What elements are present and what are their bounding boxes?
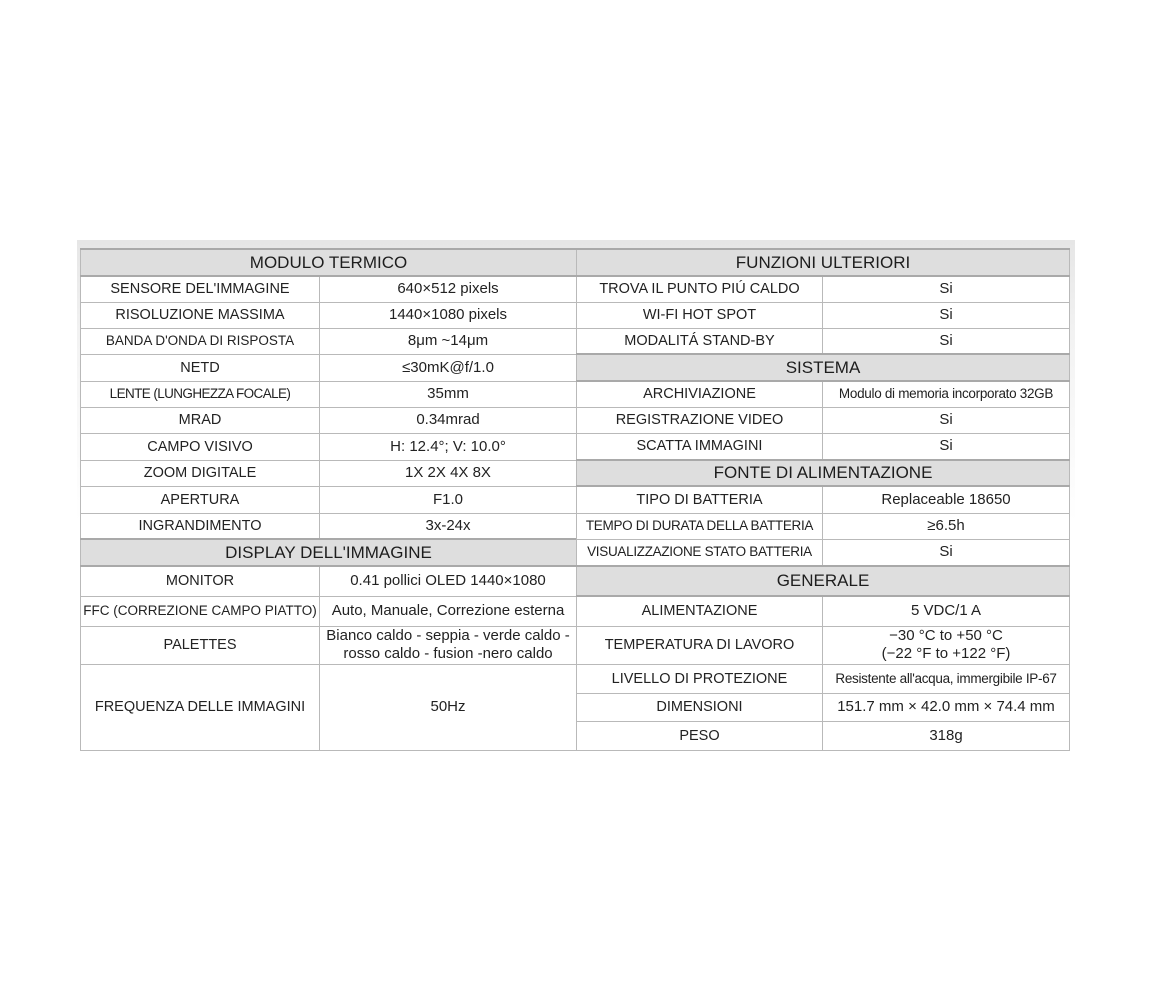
section-title: MODULO TERMICO [81, 249, 577, 276]
section-title: FUNZIONI ULTERIORI [577, 249, 1070, 276]
table-row [577, 626, 1070, 664]
spec-label: MRAD [81, 407, 320, 433]
spec-label: TEMPERATURA DI LAVORO [577, 626, 823, 664]
spec-value: Replaceable 18650 [823, 486, 1070, 513]
section-header-fonte-alimentazione [577, 460, 1070, 486]
table-row [81, 596, 577, 626]
spec-value: Si [823, 539, 1070, 566]
left-spec-table [80, 248, 577, 751]
table-row [577, 539, 1070, 566]
spec-label: ARCHIVIAZIONE [577, 381, 823, 407]
spec-value: Si [823, 276, 1070, 302]
spec-value: H: 12.4°; V: 10.0° [320, 433, 577, 460]
left-spec-column [80, 248, 576, 751]
table-row [81, 664, 577, 750]
spec-value: 0.34mrad [320, 407, 577, 433]
table-row [81, 328, 577, 354]
spec-value: 1440×1080 pixels [320, 302, 577, 328]
table-row [577, 407, 1070, 433]
spec-value: 640×512 pixels [320, 276, 577, 302]
spec-value: F1.0 [320, 486, 577, 513]
table-row [577, 693, 1070, 721]
table-row [577, 513, 1070, 539]
section-title: FONTE DI ALIMENTAZIONE [577, 460, 1070, 486]
table-row [81, 460, 577, 486]
spec-label: PALETTES [81, 626, 320, 664]
spec-label: TROVA IL PUNTO PIÚ CALDO [577, 276, 823, 302]
spec-value: 35mm [320, 381, 577, 407]
spec-value: Si [823, 407, 1070, 433]
table-row [577, 721, 1070, 750]
spec-label: ZOOM DIGITALE [81, 460, 320, 486]
spec-value: Auto, Manuale, Correzione esterna [320, 596, 577, 626]
section-title: DISPLAY DELL'IMMAGINE [81, 539, 577, 566]
spec-value: Bianco caldo - seppia - verde caldo - rosso caldo - fusion -nero caldo [320, 626, 577, 664]
table-row [81, 486, 577, 513]
spec-label: SCATTA IMMAGINI [577, 433, 823, 460]
spec-label: PESO [577, 721, 823, 750]
section-header-funzioni-ulteriori [577, 249, 1070, 276]
table-row [81, 381, 577, 407]
table-row [81, 354, 577, 381]
spec-value: ≤30mK@f/1.0 [320, 354, 577, 381]
table-row [81, 566, 577, 596]
spec-label: RISOLUZIONE MASSIMA [81, 302, 320, 328]
spec-value: 0.41 pollici OLED 1440×1080 [320, 566, 577, 596]
spec-label: ALIMENTAZIONE [577, 596, 823, 626]
spec-value: 151.7 mm × 42.0 mm × 74.4 mm [823, 693, 1070, 721]
spec-label: MONITOR [81, 566, 320, 596]
table-row [81, 302, 577, 328]
spec-value: 5 VDC/1 A [823, 596, 1070, 626]
spec-label: LENTE (LUNGHEZZA FOCALE) [81, 381, 320, 407]
right-spec-table [576, 248, 1070, 751]
table-row [577, 328, 1070, 354]
spec-value: Modulo di memoria incorporato 32GB [823, 381, 1070, 407]
spec-label: MODALITÁ STAND-BY [577, 328, 823, 354]
spec-value: Resistente all'acqua, immergibile IP-67 [823, 664, 1070, 693]
table-row [577, 276, 1070, 302]
table-row [577, 381, 1070, 407]
spec-label: SENSORE DEL'IMMAGINE [81, 276, 320, 302]
spec-label: DIMENSIONI [577, 693, 823, 721]
spec-value [823, 626, 1070, 664]
spec-value: Si [823, 433, 1070, 460]
table-row [81, 626, 577, 664]
table-row [81, 433, 577, 460]
spec-value: 8μm ~14μm [320, 328, 577, 354]
table-row [81, 513, 577, 539]
section-title: SISTEMA [577, 354, 1070, 381]
spec-value: ≥6.5h [823, 513, 1070, 539]
spec-label: LIVELLO DI PROTEZIONE [577, 664, 823, 693]
spec-label: CAMPO VISIVO [81, 433, 320, 460]
table-row [577, 486, 1070, 513]
table-row [81, 407, 577, 433]
spec-label: REGISTRAZIONE VIDEO [577, 407, 823, 433]
spec-label: INGRANDIMENTO [81, 513, 320, 539]
spec-value: 50Hz [320, 664, 577, 750]
table-row [577, 596, 1070, 626]
section-header-modulo-termico [81, 249, 577, 276]
table-row [577, 664, 1070, 693]
section-header-display-immagine [81, 539, 577, 566]
spec-value: Si [823, 302, 1070, 328]
spec-label: WI-FI HOT SPOT [577, 302, 823, 328]
spec-label: FFC (CORREZIONE CAMPO PIATTO) [81, 596, 320, 626]
table-row [577, 302, 1070, 328]
section-header-generale [577, 566, 1070, 596]
section-title: GENERALE [577, 566, 1070, 596]
spec-label: TEMPO DI DURATA DELLA BATTERIA [577, 513, 823, 539]
spec-label: APERTURA [81, 486, 320, 513]
table-row [81, 276, 577, 302]
spec-value: 3x-24x [320, 513, 577, 539]
spec-value-line: −30 °C to +50 °C [889, 627, 1003, 644]
spec-label: TIPO DI BATTERIA [577, 486, 823, 513]
spec-value: 318g [823, 721, 1070, 750]
spec-label: VISUALIZZAZIONE STATO BATTERIA [577, 539, 823, 566]
spec-value: Si [823, 328, 1070, 354]
spec-label: NETD [81, 354, 320, 381]
right-spec-column [576, 248, 1069, 751]
table-row [577, 433, 1070, 460]
spec-value: 1X 2X 4X 8X [320, 460, 577, 486]
spec-sheet [77, 240, 1075, 754]
spec-value-line: (−22 °F to +122 °F) [881, 645, 1011, 662]
spec-label: FREQUENZA DELLE IMMAGINI [81, 664, 320, 750]
spec-label: BANDA D'ONDA DI RISPOSTA [81, 328, 320, 354]
section-header-sistema [577, 354, 1070, 381]
